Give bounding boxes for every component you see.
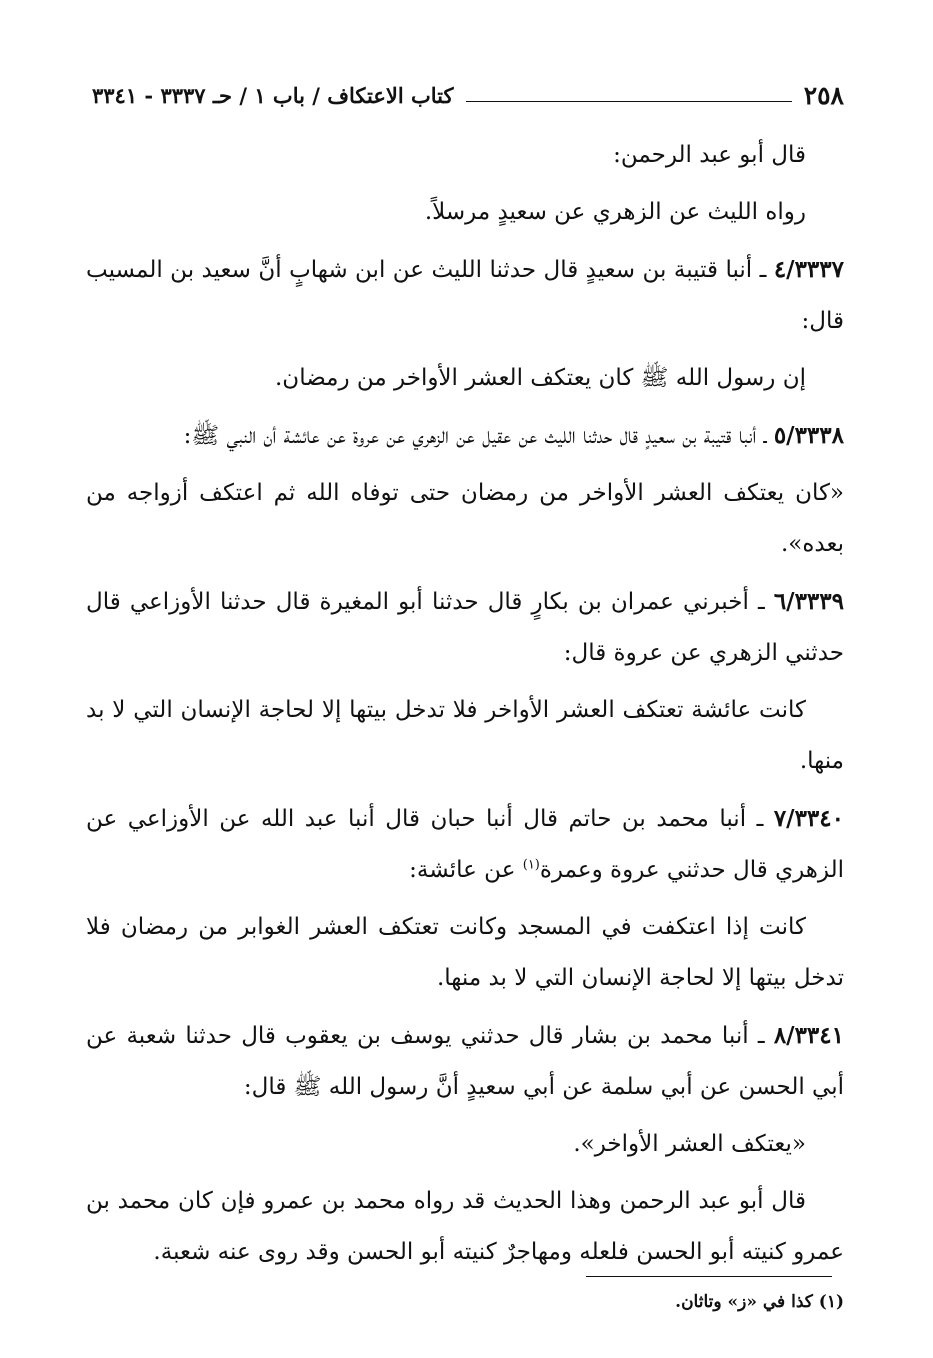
paragraph-text: ـ أنبا محمد بن حاتم قال أنبا حبان قال أنبا عبد الله عن الأوزاعي عن الزهري قال حدثني عروة وعمرة xyxy=(86,806,844,883)
paragraph-text: كانت عائشة تعتكف العشر الأواخر فلا تدخل بيتها إلا لحاجة الإنسان التي لا بد منها. xyxy=(86,697,844,774)
hadith-number: ٥/٣٣٣٨ xyxy=(773,422,844,449)
paragraph-text: «كان يعتكف العشر الأواخر من رمضان حتى توفاه الله ثم اعتكف أزواجه من بعده». xyxy=(86,480,844,557)
paragraph-text: إن رسول الله ﷺ كان يعتكف العشر الأواخر من رمضان. xyxy=(275,365,806,391)
paragraph xyxy=(86,130,844,181)
hadith-paragraph xyxy=(86,1010,844,1113)
hadith-number: ٦/٣٣٣٩ xyxy=(773,588,844,615)
paragraph-text: ـ أنبا قتيبة بن سعيدٍ قال حدثنا الليث عن ابن شهابٍ أنَّ سعيد بن المسيب قال: xyxy=(86,257,844,334)
hadith-number: ٧/٣٣٤٠ xyxy=(773,805,844,832)
paragraph-text: ـ أنبا محمد بن بشار قال حدثني يوسف بن يعقوب قال حدثنا شعبة عن أبي الحسن عن أبي سلمة عن أبي سعيدٍ أنَّ رسول الله ﷺ قال: xyxy=(86,1023,844,1100)
paragraph-text: قال أبو عبد الرحمن وهذا الحديث قد رواه محمد بن عمرو فإن كان محمد بن عمرو كنيته أبو الحسن فلعله ومهاجرٌ كنيته أبو الحسن وقد روى عنه شعبة. xyxy=(86,1188,844,1265)
paragraph xyxy=(86,685,844,787)
paragraph-text: ـ أخبرني عمران بن بكارٍ قال حدثنا أبو المغيرة قال حدثنا الأوزاعي قال حدثني الزهري عن عروة قال: xyxy=(86,589,844,666)
paragraph-text: «يعتكف العشر الأواخر». xyxy=(573,1131,806,1157)
page-number: ٢٥٨ xyxy=(803,80,844,110)
hadith-paragraph xyxy=(86,244,844,347)
running-header xyxy=(92,78,844,112)
paragraph xyxy=(86,187,844,238)
paragraph-text: عن عائشة: xyxy=(409,857,523,883)
paragraph-text: ـ أنبا قتيبة بن سعيدٍ قال حدثنا الليث عن عقيل عن الزهري عن عروة عن عائشة أن النبي ﷺ: xyxy=(183,423,774,449)
hadith-number: ٨/٣٣٤١ xyxy=(773,1022,844,1049)
paragraph xyxy=(86,353,844,404)
footnote: (١) كذا في «ز» وتاثان. xyxy=(675,1292,844,1312)
paragraph-text: قال أبو عبد الرحمن: xyxy=(613,142,806,168)
paragraph-text: كانت إذا اعتكفت في المسجد وكانت تعتكف العشر الغوابر من رمضان فلا تدخل بيتها إلا لحاجة الإنسان التي لا بد منها. xyxy=(86,914,844,991)
hadith-paragraph xyxy=(86,410,844,462)
hadith-paragraph xyxy=(86,793,844,896)
paragraph-text: رواه الليث عن الزهري عن سعيدٍ مرسلاً. xyxy=(424,199,806,225)
paragraph xyxy=(86,468,844,570)
hadith-paragraph xyxy=(86,576,844,679)
running-title: كتاب الاعتكاف / باب ١ / حـ ٣٣٣٧ - ٣٣٤١ xyxy=(92,82,454,108)
paragraph xyxy=(86,1176,844,1278)
paragraph xyxy=(86,902,844,1004)
paragraph xyxy=(86,1119,844,1170)
hadith-number: ٤/٣٣٣٧ xyxy=(773,256,844,283)
header-rule xyxy=(466,101,792,102)
footnote-rule xyxy=(586,1276,832,1277)
footnote-marker: (١) xyxy=(522,857,540,873)
body-text xyxy=(86,130,844,1284)
